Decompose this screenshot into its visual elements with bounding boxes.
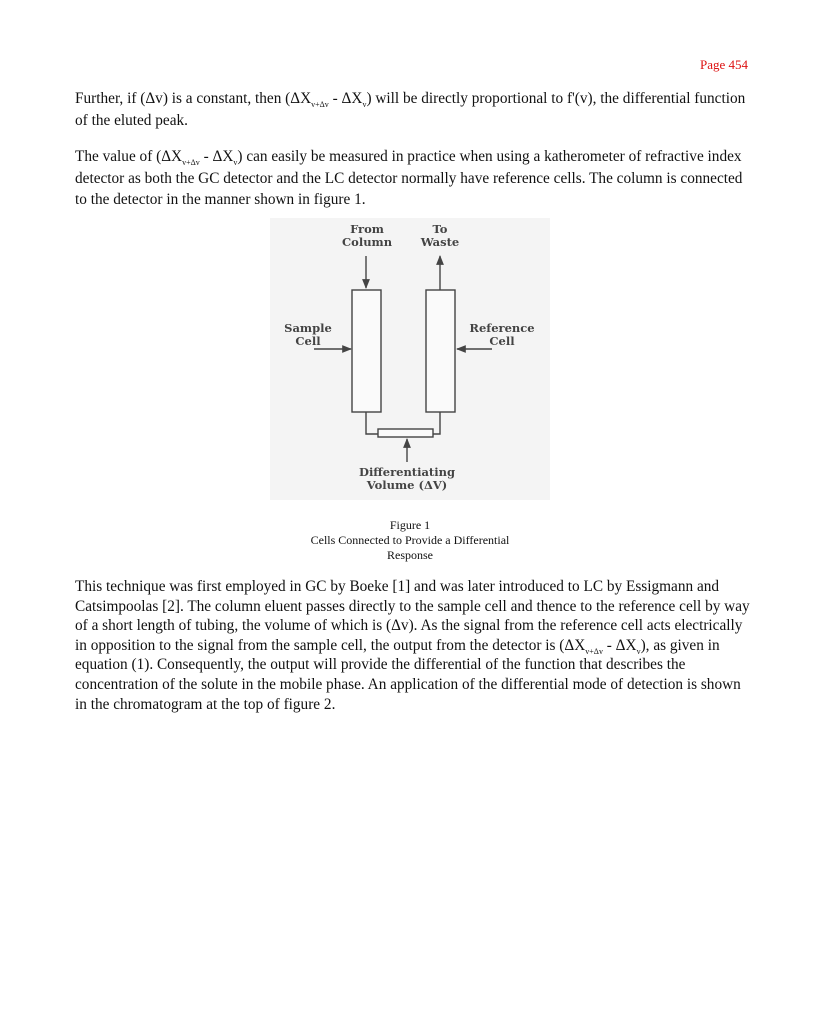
to-waste-label bbox=[415, 223, 465, 249]
to-waste-label-line1: To bbox=[432, 222, 448, 236]
differentiating-volume-tube bbox=[378, 429, 433, 437]
differentiating-volume-label-line1: Differentiating bbox=[358, 465, 456, 479]
from-column-label-line1: From bbox=[350, 222, 384, 236]
figure-caption bbox=[250, 518, 570, 563]
p1-text-b: - ΔX bbox=[328, 90, 363, 107]
tube-right bbox=[433, 412, 440, 434]
sample-cell-label bbox=[280, 322, 336, 348]
p1-subscript-1: v+Δv bbox=[311, 100, 329, 109]
p2-subscript-1: v+Δv bbox=[182, 158, 200, 167]
from-column-label-line2: Column bbox=[342, 235, 393, 249]
p2-subscript-2: v bbox=[233, 158, 238, 167]
p3-text-b: - ΔX bbox=[602, 636, 637, 654]
differentiating-volume-label bbox=[352, 466, 462, 492]
p3-subscript-1: v+Δv bbox=[585, 646, 603, 656]
reference-cell-rect bbox=[426, 290, 455, 412]
paragraph-1 bbox=[75, 88, 755, 132]
p3-text-a: This technique was first employed in GC by Boeke [1] and was later introduced to LC by Essigmann and Catsimpoolas [2]. The column eluent passes directly to the sample cell and thence to the reference cell by way of a short length of tubing, the volume of which is (Δv). As the signal from the reference cell acts electrically in opposition to the signal from the sample cell, the output from the detector is (ΔX bbox=[75, 578, 750, 654]
sample-cell-rect bbox=[352, 290, 381, 412]
reference-cell-label-line2: Cell bbox=[489, 334, 515, 348]
caption-line-1: Figure 1 bbox=[389, 518, 431, 532]
cell-diagram-drawing bbox=[270, 218, 550, 500]
to-waste-label-line2: Waste bbox=[420, 235, 460, 249]
tube-left bbox=[366, 412, 378, 434]
p1-subscript-2: v bbox=[362, 100, 367, 109]
from-column-label bbox=[342, 223, 392, 249]
differentiating-volume-label-line2: Volume (ΔV) bbox=[366, 478, 448, 492]
p2-text-c: ) can easily be measured in practice when using a katherometer of refractive index detector as both the GC detector and the LC detector normally have reference cells. The column is connected to the detector in the manner shown in figure 1. bbox=[75, 148, 743, 208]
paragraph-2 bbox=[75, 146, 755, 211]
p1-text-c: ) will be directly proportional to f'(v), the differential function of the eluted peak. bbox=[75, 90, 746, 129]
p2-text-b: - ΔX bbox=[199, 148, 234, 165]
sample-cell-label-line1: Sample bbox=[284, 321, 332, 335]
caption-line-3: Response bbox=[387, 548, 433, 562]
caption-line-2: Cells Connected to Provide a Differential bbox=[310, 533, 510, 547]
reference-cell-label-line1: Reference bbox=[469, 321, 535, 335]
figure-diagram bbox=[270, 218, 550, 500]
p2-text-a: The value of (ΔX bbox=[75, 148, 183, 165]
p3-subscript-2: v bbox=[636, 646, 641, 656]
p1-text-a: Further, if (Δv) is a constant, then (ΔX bbox=[75, 90, 312, 107]
paragraph-3 bbox=[75, 577, 755, 714]
page-number: Page 454 bbox=[699, 57, 748, 72]
p3-text-c: ), as given in equation (1). Consequently, the output will provide the differential of the function that describes the concentration of the solute in the mobile phase. An application of the differential mode of detection is shown in the chromatogram at the top of figure 2. bbox=[75, 636, 741, 713]
reference-cell-label bbox=[467, 322, 537, 348]
sample-cell-label-line2: Cell bbox=[295, 334, 321, 348]
